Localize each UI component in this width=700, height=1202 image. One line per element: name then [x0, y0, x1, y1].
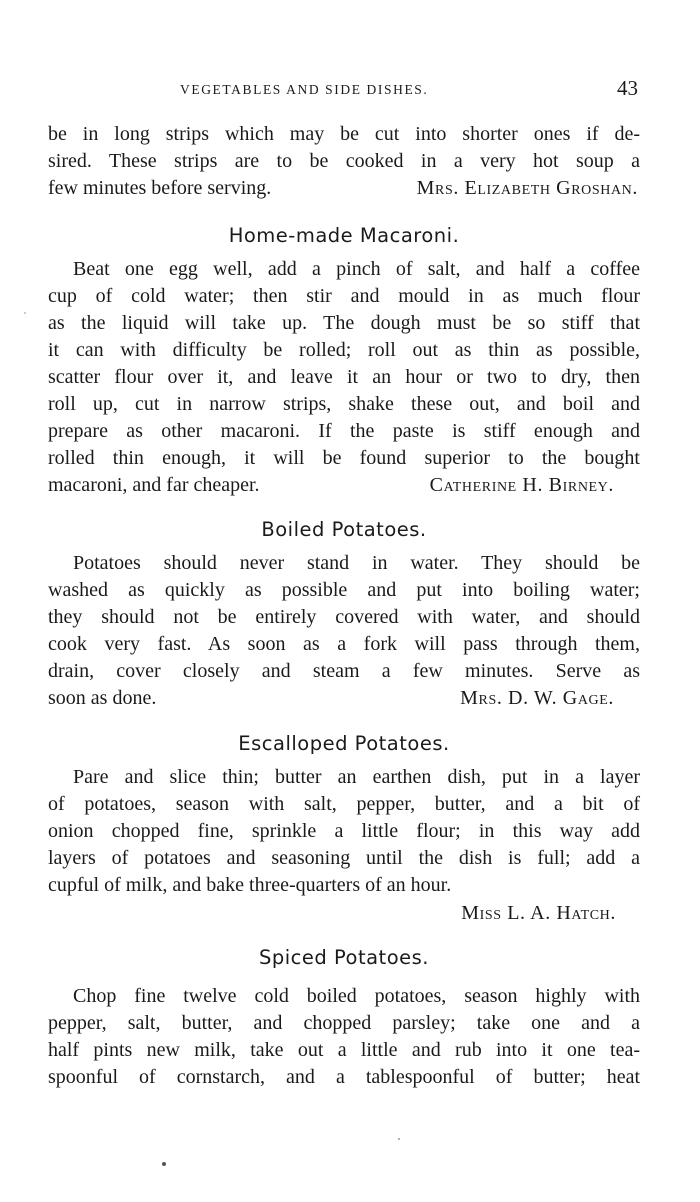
running-head	[48, 78, 640, 102]
text-line: rolled thin enough, it will be found superior to the bought	[48, 447, 640, 469]
text-line: cupful of milk, and bake three-quarters of an hour.	[48, 874, 452, 896]
text-line: drain, cover closely and steam a few minutes. Serve as	[48, 660, 640, 682]
text-line: cup of cold water; then stir and mould in as much flour	[48, 285, 640, 307]
text-line: spoonful of cornstarch, and a tablespoonful of butter; heat	[48, 1066, 640, 1088]
text-line: washed as quickly as possible and put into boiling water;	[48, 579, 640, 601]
text-line: half pints new milk, take out a little and rub into it one tea-	[48, 1039, 640, 1061]
text-line: scatter flour over it, and leave it an hour or two to dry, then	[48, 366, 640, 388]
text-line: soon as done.	[48, 687, 157, 709]
text-line: of potatoes, season with salt, pepper, butter, and a bit of	[48, 793, 640, 815]
text-line: they should not be entirely covered with water, and should	[48, 606, 640, 628]
recipe-title: Spiced Potatoes.	[259, 946, 429, 969]
text-line: as the liquid will take up. The dough must be so stiff that	[48, 312, 640, 334]
signature: Catherine H. Birney.	[429, 474, 614, 496]
scan-speck	[398, 1138, 400, 1140]
text-line: pepper, salt, butter, and chopped parsley; take one and a	[48, 1012, 640, 1034]
text-line: Beat one egg well, add a pinch of salt, and half a coffee	[73, 258, 640, 280]
text-line: onion chopped fine, sprinkle a little flour; in this way add	[48, 820, 640, 842]
running-title: VEGETABLES AND SIDE DISHES.	[180, 82, 429, 97]
scan-speck	[24, 312, 26, 314]
text-line: Potatoes should never stand in water. They should be	[73, 552, 640, 574]
signature: Miss L. A. Hatch.	[461, 902, 616, 924]
text-line: be in long strips which may be cut into shorter ones if de-	[48, 123, 640, 145]
recipe-title: Boiled Potatoes.	[261, 518, 427, 541]
page-number: 43	[617, 76, 638, 100]
recipe-title: Home-made Macaroni.	[228, 224, 460, 247]
text-line: Pare and slice thin; butter an earthen dish, put in a layer	[73, 766, 640, 788]
text-line: cook very fast. As soon as a fork will pass through them,	[48, 633, 640, 655]
text-line: prepare as other macaroni. If the paste is stiff enough and	[48, 420, 640, 442]
recipe-title: Escalloped Potatoes.	[238, 732, 450, 755]
text-line: Chop fine twelve cold boiled potatoes, season highly with	[73, 985, 640, 1007]
text-line: roll up, cut in narrow strips, shake these out, and boil and	[48, 393, 640, 415]
text-line: macaroni, and far cheaper.	[48, 474, 260, 496]
signature: Mrs. Elizabeth Groshan.	[416, 177, 638, 199]
text-line: layers of potatoes and seasoning until the dish is full; add a	[48, 847, 640, 869]
text-line: sired. These strips are to be cooked in a very hot soup a	[48, 150, 640, 172]
signature: Mrs. D. W. Gage.	[460, 687, 614, 709]
text-line: few minutes before serving.	[48, 177, 272, 199]
scan-speck	[162, 1162, 166, 1166]
text-line: it can with difficulty be rolled; roll out as thin as possible,	[48, 339, 640, 361]
